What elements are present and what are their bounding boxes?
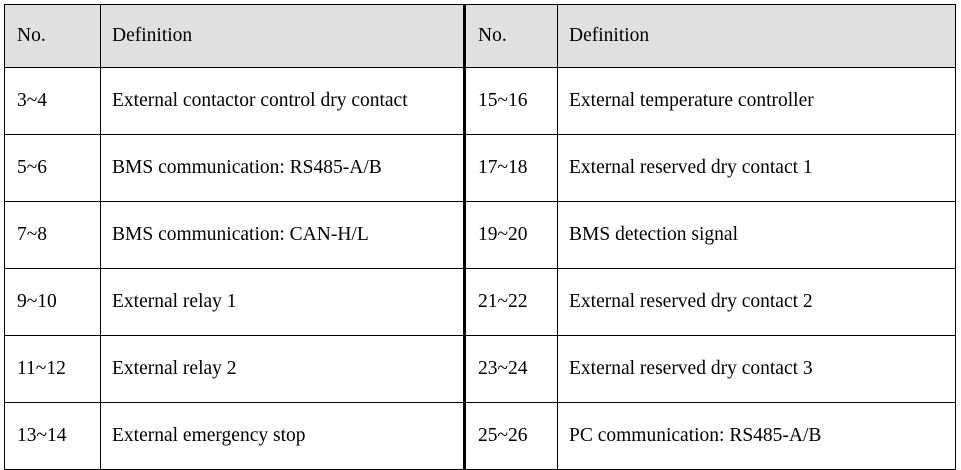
cell-no-right: 25~26 xyxy=(465,403,558,470)
column-header-definition-right: Definition xyxy=(558,5,956,68)
cell-definition-right: BMS detection signal xyxy=(558,202,956,269)
cell-definition-left: External emergency stop xyxy=(101,403,465,470)
table-row xyxy=(5,269,956,336)
cell-no-right: 17~18 xyxy=(465,135,558,202)
table-body xyxy=(5,68,956,470)
column-header-no-right: No. xyxy=(465,5,558,68)
cell-definition-right: External reserved dry contact 2 xyxy=(558,269,956,336)
cell-definition-left: External relay 1 xyxy=(101,269,465,336)
table-row xyxy=(5,68,956,135)
cell-no-left: 9~10 xyxy=(5,269,101,336)
cell-no-right: 23~24 xyxy=(465,336,558,403)
cell-no-right: 15~16 xyxy=(465,68,558,135)
cell-definition-right: External reserved dry contact 1 xyxy=(558,135,956,202)
table-row xyxy=(5,403,956,470)
table-row xyxy=(5,336,956,403)
cell-definition-right: External reserved dry contact 3 xyxy=(558,336,956,403)
cell-definition-left: BMS communication: CAN-H/L xyxy=(101,202,465,269)
cell-no-left: 13~14 xyxy=(5,403,101,470)
cell-no-left: 11~12 xyxy=(5,336,101,403)
cell-definition-left: BMS communication: RS485-A/B xyxy=(101,135,465,202)
cell-no-left: 3~4 xyxy=(5,68,101,135)
cell-definition-left: External relay 2 xyxy=(101,336,465,403)
table-header-row xyxy=(5,5,956,68)
cell-no-left: 7~8 xyxy=(5,202,101,269)
table-row xyxy=(5,135,956,202)
pin-definition-table xyxy=(4,4,956,470)
column-header-definition-left: Definition xyxy=(101,5,465,68)
table-header xyxy=(5,5,956,68)
cell-no-right: 19~20 xyxy=(465,202,558,269)
cell-no-left: 5~6 xyxy=(5,135,101,202)
cell-definition-right: PC communication: RS485-A/B xyxy=(558,403,956,470)
table-row xyxy=(5,202,956,269)
column-header-no-left: No. xyxy=(5,5,101,68)
cell-no-right: 21~22 xyxy=(465,269,558,336)
cell-definition-right: External temperature controller xyxy=(558,68,956,135)
cell-definition-left: External contactor control dry contact xyxy=(101,68,465,135)
